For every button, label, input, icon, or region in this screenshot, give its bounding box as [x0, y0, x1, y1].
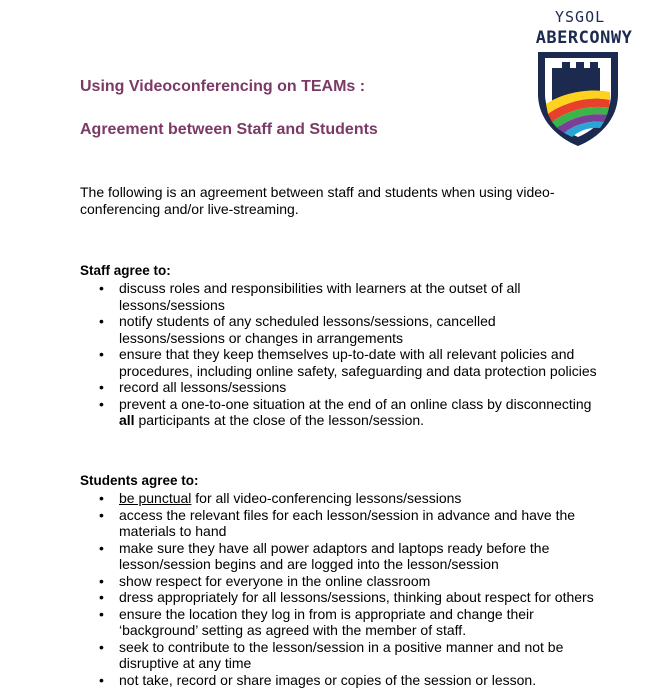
list-item: • discuss roles and responsibilities with learners at the outset of all lessons/sessions — [97, 280, 597, 313]
list-item: • access the relevant files for each lesson/session in advance and have the materials to hand — [97, 507, 597, 540]
list-item: • seek to contribute to the lesson/session in a positive manner and not be disruptive at any time — [97, 639, 597, 672]
list-item: • show respect for everyone in the online classroom — [97, 573, 597, 590]
intro-paragraph: The following is an agreement between staff and students when using video-conferencing and/or live-streaming. — [80, 184, 555, 217]
list-item: • dress appropriately for all lessons/sessions, thinking about respect for others — [97, 589, 597, 606]
list-item: • make sure they have all power adaptors and laptops ready before the lesson/session begins and are logged into the lesson/session — [97, 540, 597, 573]
school-crest-logo — [534, 48, 622, 148]
list-item: • not take, record or share images or copies of the session or lesson. — [97, 672, 597, 689]
staff-list — [97, 280, 597, 429]
page-subtitle: Agreement between Staff and Students — [80, 121, 378, 138]
logo-name-small: YSGOL — [555, 8, 606, 26]
list-item: • record all lessons/sessions — [97, 379, 597, 396]
list-item — [97, 396, 597, 429]
page-title: Using Videoconferencing on TEAMs : — [80, 78, 366, 95]
list-item-text: participants at the close of the lesson/session. — [134, 412, 425, 428]
emphasis-underline: be punctual — [119, 490, 192, 506]
list-item: • notify students of any scheduled lessons/sessions, cancelled lessons/sessions or changes in arrangements — [97, 313, 597, 346]
emphasis-all: all — [119, 412, 135, 428]
list-item: • ensure that they keep themselves up-to-date with all relevant policies and procedures, including online safety, safeguarding and data protection policies — [97, 346, 597, 379]
logo-name-large: ABERCONWY — [535, 28, 633, 48]
students-heading: Students agree to: — [80, 473, 199, 488]
list-item — [97, 490, 597, 507]
list-item-text: prevent a one-to-one situation at the end of an online class by disconnecting — [119, 395, 592, 412]
staff-heading: Staff agree to: — [80, 263, 171, 278]
students-list — [97, 490, 597, 688]
list-item-text: for all video-conferencing lessons/sessions — [191, 490, 462, 506]
list-item: • ensure the location they log in from is appropriate and change their ‘background’ setting as agreed with the member of staff. — [97, 606, 597, 639]
